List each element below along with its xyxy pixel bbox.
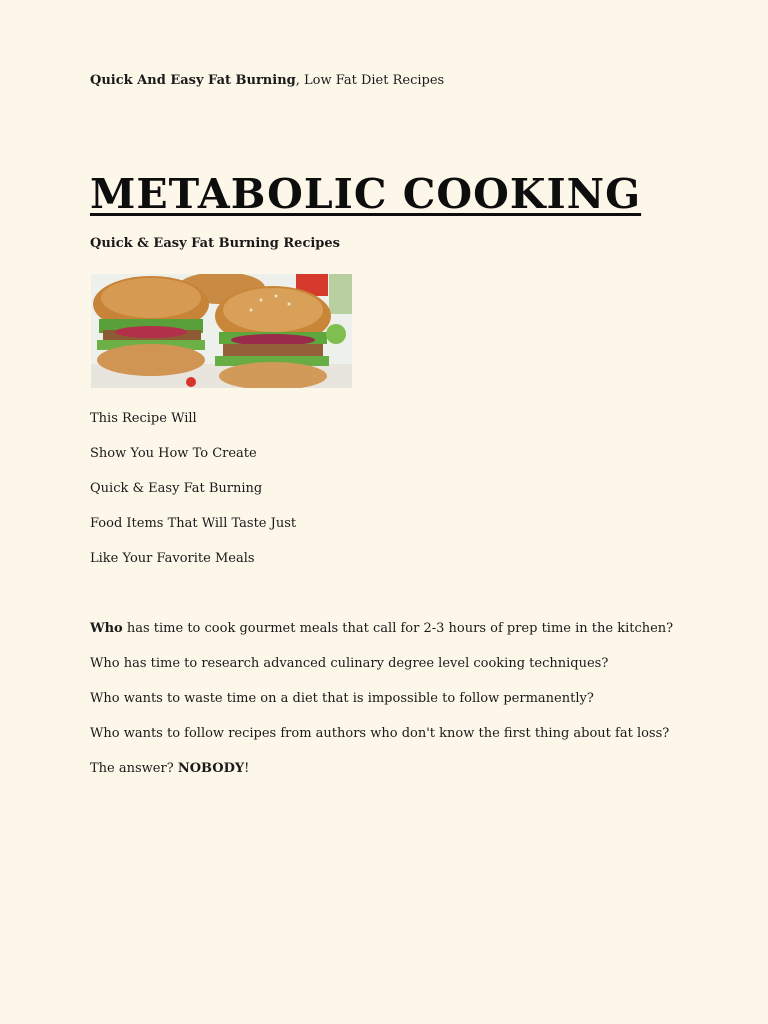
header-line <box>90 73 444 88</box>
intro-line: Food Items That Will Taste Just <box>90 516 297 531</box>
intro-line: This Recipe Will <box>90 411 197 426</box>
burger-photo <box>91 274 352 388</box>
question-1-text: has time to cook gourmet meals that call for 2-3 hours of prep time in the kitchen? <box>122 621 674 636</box>
question-who-bold: Who <box>90 621 123 636</box>
header-rest-text: , Low Fat Diet Recipes <box>295 73 445 88</box>
answer-prefix: The answer? <box>90 761 178 776</box>
intro-line: Quick & Easy Fat Burning <box>90 481 263 496</box>
intro-line: Like Your Favorite Meals <box>90 551 255 566</box>
questions-paragraph <box>90 619 673 794</box>
page-subtitle: Quick & Easy Fat Burning Recipes <box>90 236 340 251</box>
answer-suffix: ! <box>244 761 250 776</box>
answer-bold: NOBODY <box>177 761 245 776</box>
intro-line: Show You How To Create <box>90 446 257 461</box>
answer-line <box>90 759 673 794</box>
header-bold-text: Quick And Easy Fat Burning <box>90 73 296 88</box>
question-line-2: Who has time to research advanced culinary degree level cooking techniques? <box>90 656 609 671</box>
question-line-1 <box>90 619 673 654</box>
question-line-3: Who wants to waste time on a diet that is impossible to follow permanently? <box>90 691 594 706</box>
question-line-4: Who wants to follow recipes from authors who don't know the first thing about fat loss? <box>90 726 670 741</box>
burger-photo-icon <box>91 274 352 388</box>
intro-lines <box>90 409 296 584</box>
page-title: METABOLIC COOKING <box>90 170 642 218</box>
